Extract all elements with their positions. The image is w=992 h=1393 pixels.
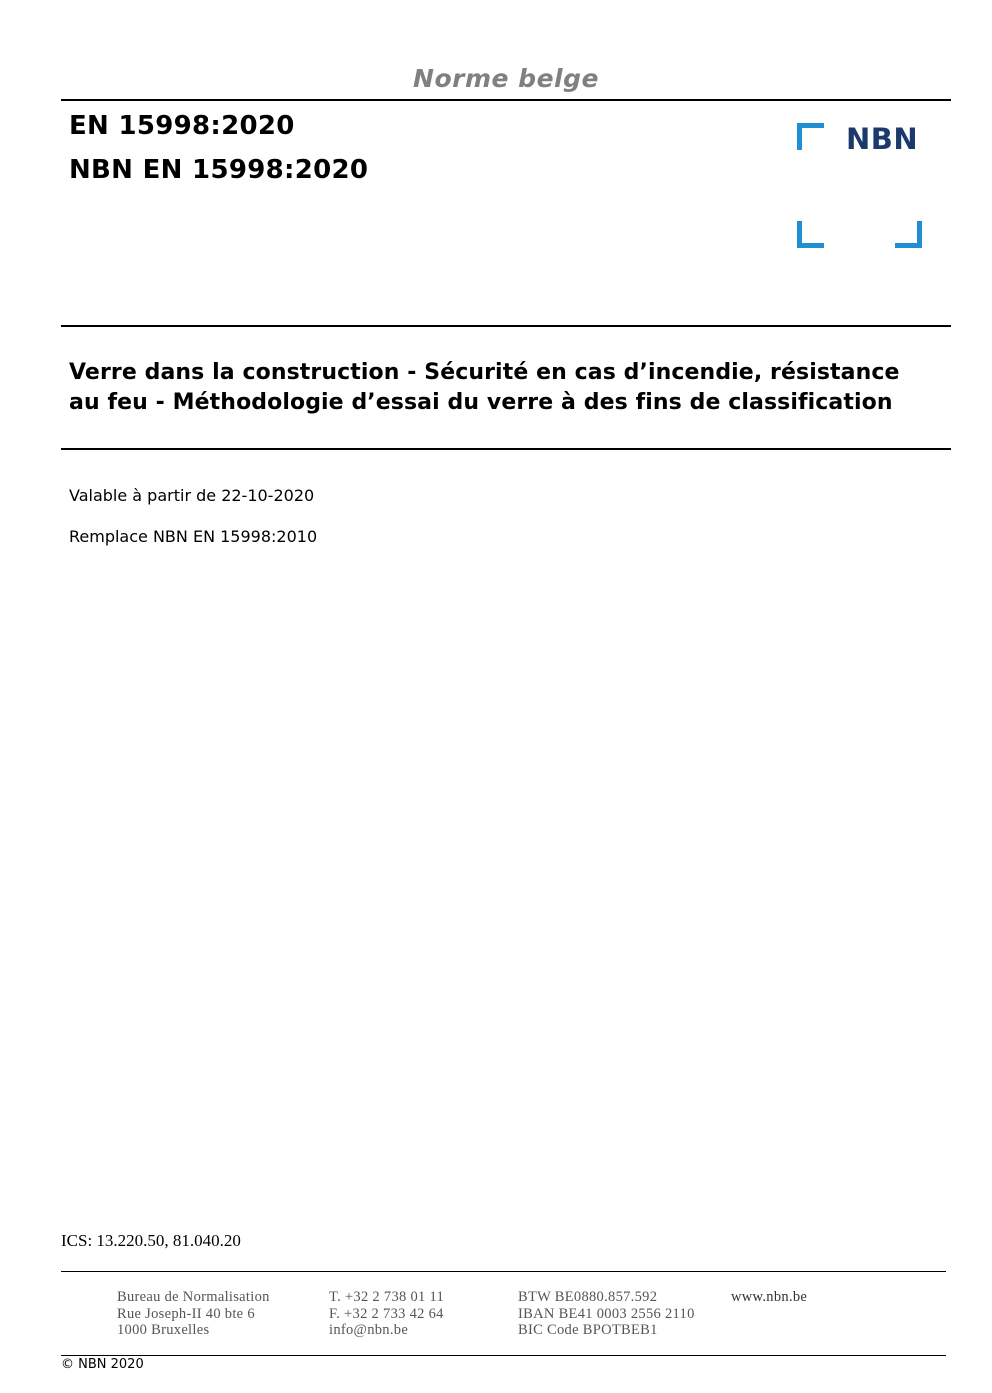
footer-bic: BIC Code BPOTBEB1: [518, 1322, 658, 1338]
top-divider: [61, 99, 951, 101]
footer-top-divider: [61, 1271, 946, 1272]
footer-contact: [329, 1289, 444, 1339]
document-title-line-1: Verre dans la construction - Sécurité en cas d’incendie, résistance: [69, 360, 900, 385]
document-title: [69, 358, 949, 418]
title-bottom-divider: [61, 448, 951, 450]
document-title-line-2: au feu - Méthodologie d’essai du verre à des fins de classification: [69, 390, 893, 415]
footer-bottom-divider: [61, 1355, 946, 1356]
standard-code-en: EN 15998:2020: [69, 111, 295, 141]
header-label: Norme belge: [413, 64, 599, 93]
footer-vat: BTW BE0880.857.592: [518, 1289, 658, 1305]
footer-bank: [518, 1289, 695, 1339]
footer-fax: F. +32 2 733 42 64: [329, 1305, 444, 1322]
logo-corner-bottom-right-icon: [895, 221, 922, 248]
valid-from: Valable à partir de 22-10-2020: [69, 486, 315, 505]
logo-text: NBN: [846, 122, 919, 156]
footer-address-line: Rue Joseph-II 40 bte 6: [117, 1305, 255, 1322]
logo-corner-top-left-icon: [797, 123, 824, 150]
ics-codes: ICS: 13.220.50, 81.040.20: [61, 1231, 241, 1250]
footer-address-line: Bureau de Normalisation: [117, 1289, 270, 1305]
footer-web: [731, 1289, 807, 1306]
footer-phone: T. +32 2 738 01 11: [329, 1289, 445, 1305]
nbn-logo: [797, 123, 921, 247]
standard-code-nbn: NBN EN 15998:2020: [69, 155, 369, 185]
footer-address-line: 1000 Bruxelles: [117, 1322, 210, 1338]
title-top-divider: [61, 325, 951, 327]
footer-website: www.nbn.be: [731, 1289, 808, 1305]
logo-corner-bottom-left-icon: [797, 221, 824, 248]
footer-email: info@nbn.be: [329, 1322, 409, 1338]
footer-address: [117, 1289, 270, 1339]
copyright: © NBN 2020: [61, 1357, 144, 1372]
replaces: Remplace NBN EN 15998:2010: [69, 527, 318, 546]
footer-iban: IBAN BE41 0003 2556 2110: [518, 1305, 695, 1322]
